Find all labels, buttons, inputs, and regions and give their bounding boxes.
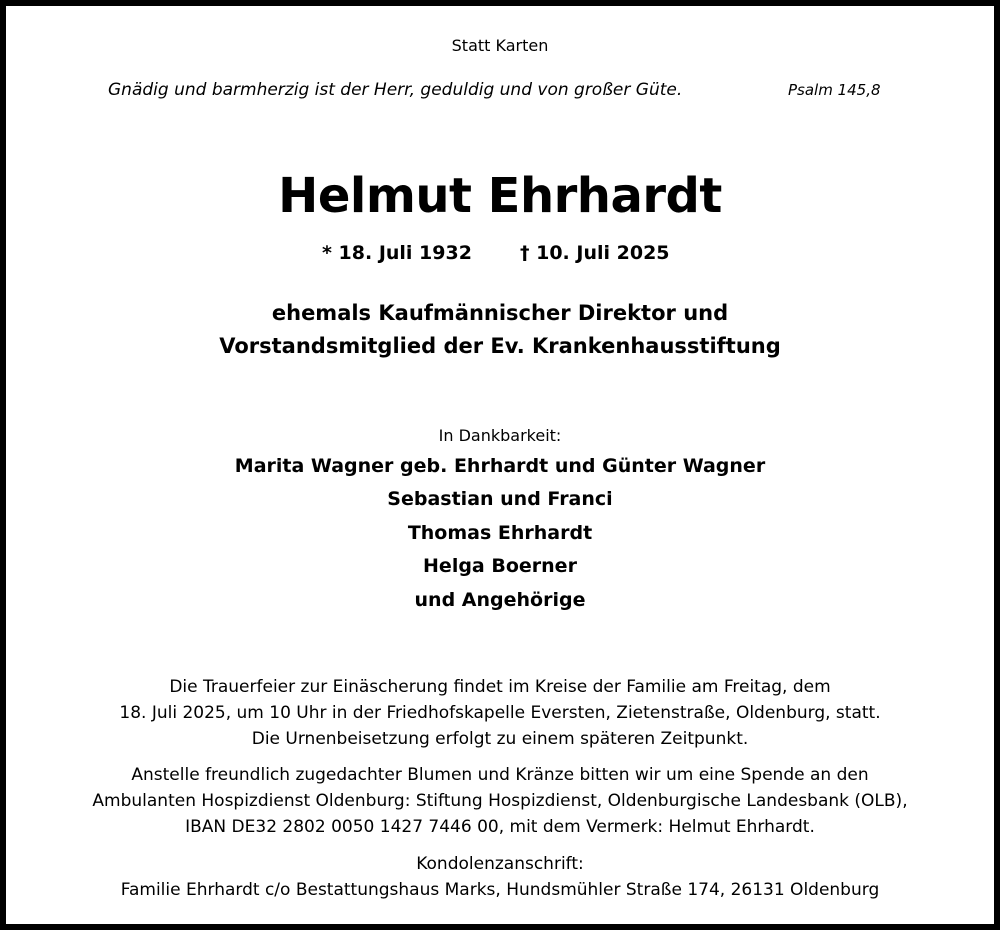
service-line: Die Urnenbeisetzung erfolgt zu einem späteren Zeitpunkt. (251, 729, 749, 749)
donation-line: Ambulanten Hospizdienst Oldenburg: Stiftung Hospizdienst, Oldenburgische Landesbank (OLB), (92, 791, 908, 811)
mourner: Thomas Ehrhardt (407, 522, 593, 544)
header-text: Statt Karten (451, 36, 549, 55)
service-line: Die Trauerfeier zur Einäscherung findet im Kreise der Familie am Freitag, dem (169, 677, 831, 697)
donation-line: Anstelle freundlich zugedachter Blumen und Kränze bitten wir um eine Spende an den (131, 765, 869, 785)
mourner: und Angehörige (414, 589, 586, 611)
birth-date: * 18. Juli 1932 (322, 242, 472, 264)
service-line: 18. Juli 2025, um 10 Uhr in der Friedhofskapelle Eversten, Zietenstraße, Oldenburg, statt. (119, 703, 881, 723)
mourner: Marita Wagner geb. Ehrhardt und Günter Wagner (234, 455, 766, 477)
verse: Gnädig und barmherzig ist der Herr, geduldig und von großer Güte. (108, 80, 683, 100)
role-line: ehemals Kaufmännischer Direktor und (271, 301, 729, 325)
condolence-address: Familie Ehrhardt c/o Bestattungshaus Marks, Hundsmühler Straße 174, 26131 Oldenburg (120, 880, 880, 900)
condolence-label: Kondolenzanschrift: (416, 854, 584, 874)
death-date: † 10. Juli 2025 (520, 242, 670, 264)
verse-reference: Psalm 145,8 (788, 81, 881, 99)
role-line: Vorstandsmitglied der Ev. Krankenhausstiftung (219, 334, 781, 358)
deceased-name: Helmut Ehrhardt (278, 168, 722, 224)
donation-line: IBAN DE32 2802 0050 1427 7446 00, mit dem Vermerk: Helmut Ehrhardt. (185, 817, 815, 837)
thanks-label: In Dankbarkeit: (438, 426, 562, 445)
mourner: Helga Boerner (423, 555, 577, 577)
mourner: Sebastian und Franci (387, 488, 613, 510)
